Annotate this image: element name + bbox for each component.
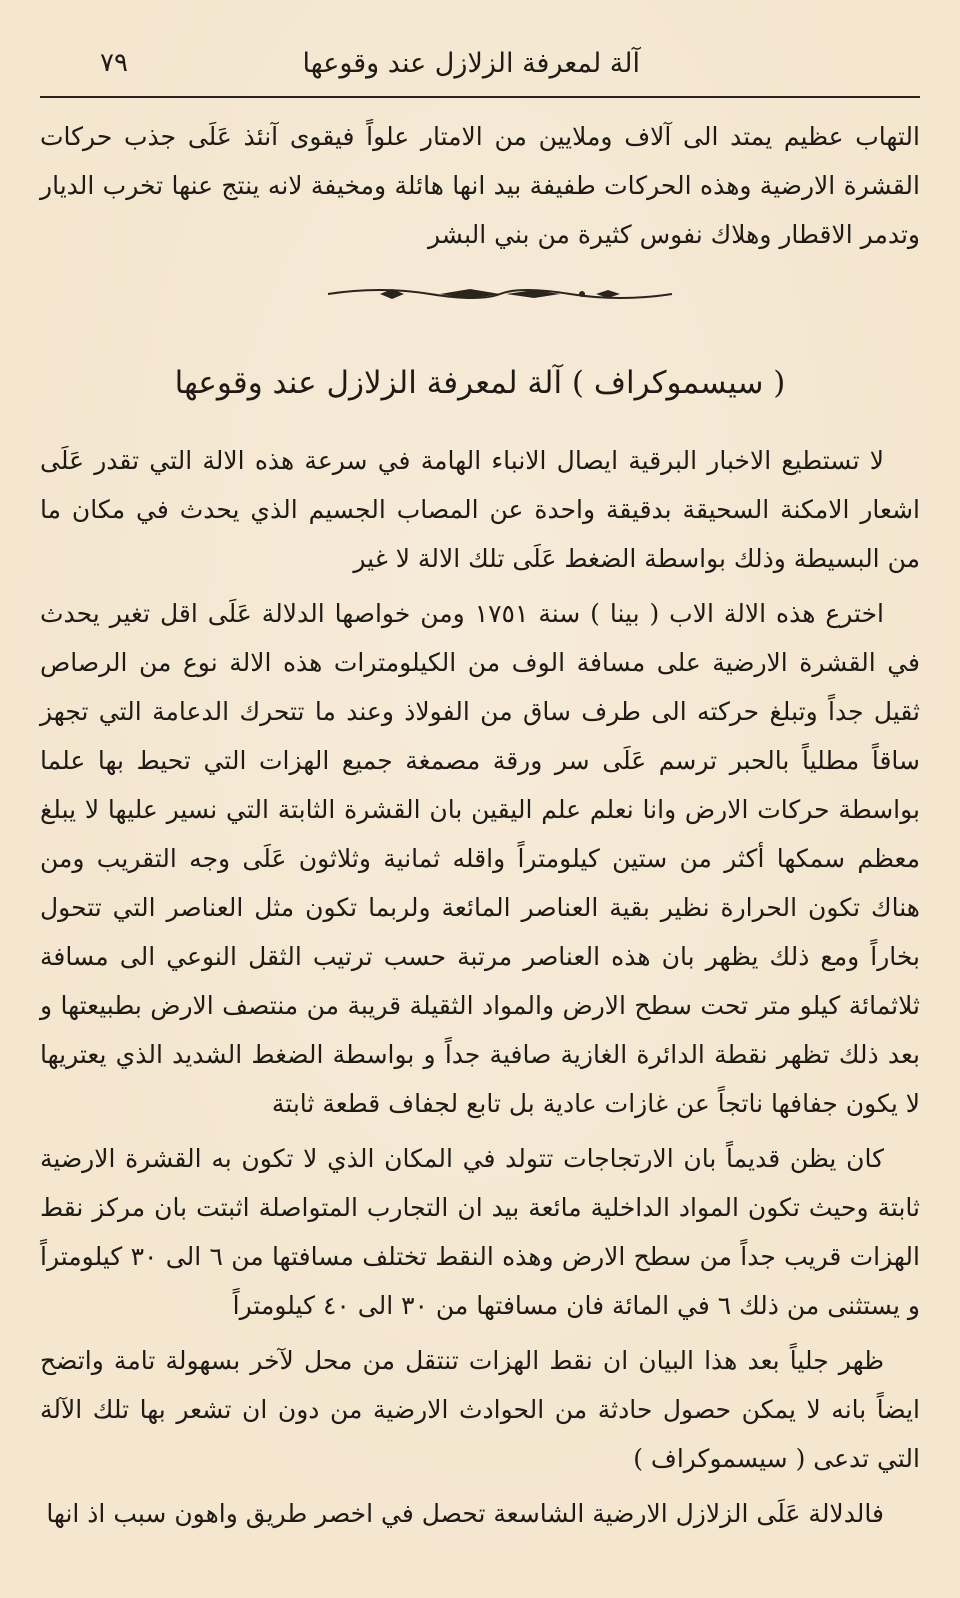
ornamental-divider-icon	[320, 282, 680, 306]
paragraph: لا تستطيع الاخبار البرقية ايصال الانباء الهامة في سرعة هذه الالة التي تقدر عَلَى اشعار الامكنة السحيقة بدقيقة واحدة عن المصاب الجسيم الذي يحدث في مكان ما من البسيطة وذلك بواسطة الضغط عَلَى تلك الالة لا غير	[40, 446, 920, 573]
opening-paragraph: التهاب عظيم يمتد الى آلاف وملايين من الامتار علواً فيقوى آنئذ عَلَى جذب حركات القشرة الارضية وهذه الحركات طفيفة بيد انها هائلة ومخيفة لانه ينتج عنها تخرب الديار وتدمر الاقطار وهلاك نفوس كثيرة من بني البشر	[40, 122, 920, 249]
paragraph: ظهر جلياً بعد هذا البيان ان نقط الهزات تنتقل من محل لآخر بسهولة تامة واتضح ايضاً بانه لا يمكن حصول حادثة من الحوادث الارضية من دون ان تشعر بها تلك الآلة التي تدعى ( سيسموكراف )	[40, 1346, 920, 1473]
opening-text-block	[40, 112, 920, 259]
paragraph: فالدلالة عَلَى الزلازل الارضية الشاسعة تحصل في اخصر طريق واهون سبب اذ انها	[46, 1499, 884, 1528]
section-title: ( سيسموكراف ) آلة لمعرفة الزلازل عند وقوعها	[174, 365, 786, 401]
main-text-block	[40, 436, 920, 1538]
running-head-title: آلة لمعرفة الزلازل عند وقوعها	[302, 47, 640, 79]
header-rule	[40, 96, 920, 98]
page-number: ٧٩	[100, 48, 128, 78]
running-head	[40, 40, 920, 86]
paragraph: كان يظن قديماً بان الارتجاجات تتولد في المكان الذي لا تكون به القشرة الارضية ثابتة وحيث تكون المواد الداخلية مائعة بيد ان التجارب المتواصلة اثبتت بان مركز نقط الهزات قريب جداً من سطح الارض وهذه النقط تختلف مسافتها من ٦ الى ٣٠ كيلومتراً و يستثنى من ذلك ٦ في المائة فان مسافتها من ٣٠ الى ٤٠ كيلومتراً	[40, 1144, 920, 1320]
paragraph: اخترع هذه الالة الاب ( بينا ) سنة ١٧٥١ ومن خواصها الدلالة عَلَى اقل تغير يحدث في القشرة الارضية على مسافة الوف من الكيلومترات هذه الالة نوع من الرصاص ثقيل جداً وتبلغ حركته الى طرف ساق من الفولاذ وعند ما تتحرك الدعامة التي تجهز ساقاً مطلياً بالحبر ترسم عَلَى سر ورقة مصمغة جميع الهزات التي تحيط بها علما بواسطة حركات الارض وانا نعلم علم اليقين بان القشرة الثابتة التي نسير عليها لا يبلغ معظم سمكها أكثر من ستين كيلومتراً واقله ثمانية وثلاثون عَلَى وجه التقريب ومن هناك تكون الحرارة نظير بقية العناصر المائعة ولربما تكون مثل العناصر التي تتحول بخاراً ومع ذلك يظهر بان هذه العناصر مرتبة حسب ترتيب الثقل النوعي الى مسافة ثلاثمائة كيلو متر تحت سطح الارض والمواد الثقيلة قريبة من منتصف الارض بطبيعتها و بعد ذلك تظهر نقطة الدائرة الغازية صافية جداً و بواسطة الضغط الشديد الذي يعتريها لا يكون جفافها ناتجاً عن غازات عادية بل تابع لجفاف قطعة ثابتة	[40, 599, 920, 1118]
